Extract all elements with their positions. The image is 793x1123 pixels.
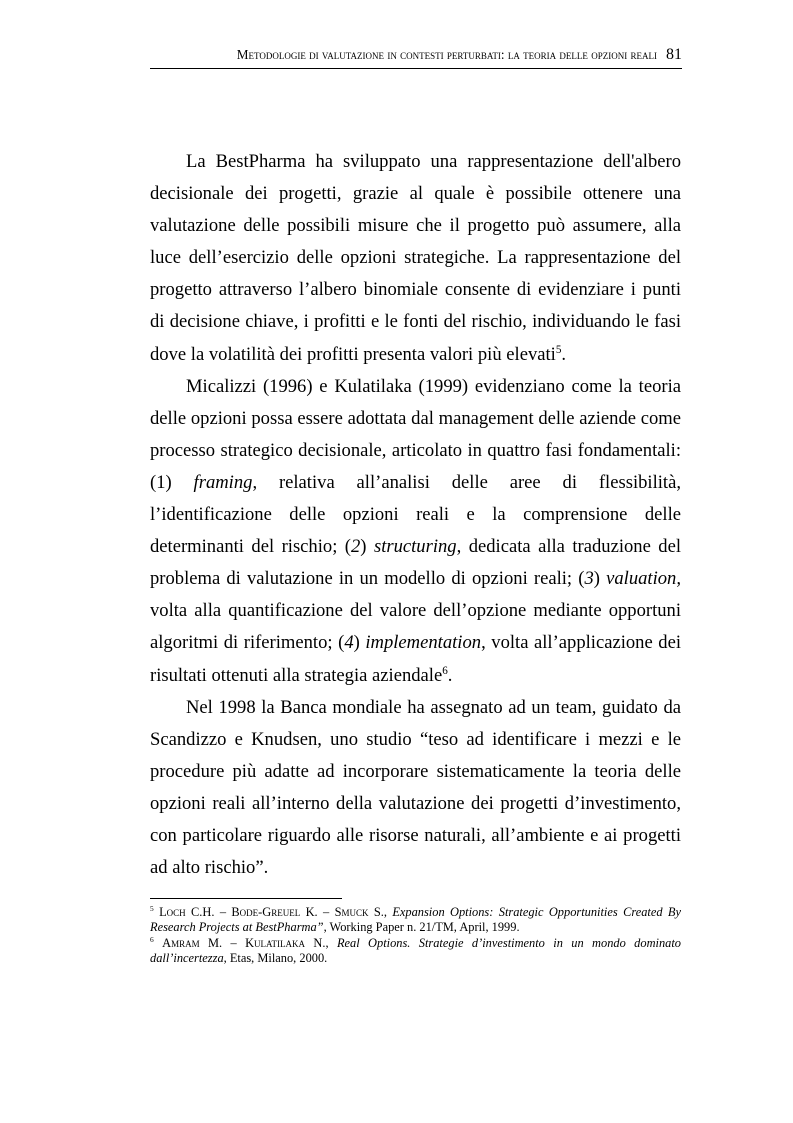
term-valuation: valuation,: [606, 568, 681, 590]
step-number: 4: [344, 632, 354, 654]
footnotes: [150, 905, 681, 967]
step-number: 2: [351, 536, 361, 558]
p2-segment: volta alla quantificazione del valore dell’opzione mediante opportuni algoritmi di riferimento; (: [150, 600, 681, 654]
term-framing: framing: [193, 471, 253, 493]
term-structuring: structuring: [373, 536, 457, 558]
paragraph-3-text: Nel 1998 la Banca mondiale ha assegnato ad un team, guidato da Scandizzo e Knudsen, uno studio “teso ad identificare i mezzi e le procedure più adatte ad incorporare sistematicamente la teoria delle opzioni reali all’interno della valutazione dei progetti d’investimento, con particolare riguardo alle risorse naturali, all’ambiente e ai progetti ad alto rischio”.: [150, 696, 681, 879]
footnote-number: 5: [150, 903, 154, 913]
paragraph-1-text: La BestPharma ha sviluppato una rappresentazione dell'albero decisionale dei progetti, grazie al quale è possibile ottenere una valutazione delle possibili misure che il progetto può assumere, alla luce dell’esercizio delle opzioni strategiche. La rappresentazione del progetto attraverso l’albero binomiale consente di evidenziare i punti di decisione chiave, i profitti e le fonti del rischio, individuando le fasi dove la volatilità dei profitti presenta valori più elevati: [150, 151, 681, 365]
footnote-details: , Etas, Milano, 2000.: [223, 951, 328, 966]
footnote-authors: Loch C.H. – Bode-Greuel K. – Smuck S.,: [159, 905, 387, 919]
paragraph-1-end: .: [561, 343, 567, 365]
p2-segment: , volta all’applicazione dei risultati ottenuti alla strategia aziendale: [150, 632, 682, 686]
footnote-title: Expansion Options: Strategic Opportunities Created By Research Projects at BestPharma”: [150, 905, 681, 935]
footnote-5: [150, 905, 681, 936]
footnote-ref-5: 5: [555, 343, 562, 356]
running-header: [150, 46, 682, 64]
paragraph-3: [150, 692, 681, 885]
p2-segment: , relativa all’analisi delle aree di flessibilità, l’identificazione delle opzioni reali e la comprensione delle determinanti del rischio; (: [150, 471, 681, 558]
p2-segment: ): [593, 568, 607, 590]
footnote-6: [150, 936, 681, 967]
p2-segment: Micalizzi (1996) e Kulatilaka (1999) evidenziano come la teoria delle opzioni possa essere adottata dal management delle aziende come processo strategico decisionale, articolato in quattro fasi fondamentali: (1): [150, 375, 681, 493]
main-body: [150, 146, 681, 884]
footnote-title: Real Options. Strategie d’investimento in un mondo dominato dall’incertezza: [150, 935, 681, 966]
footnote-authors: Amram M. – Kulatilaka N.,: [162, 935, 329, 950]
footnote-ref-6: 6: [442, 664, 448, 677]
p2-segment: ): [353, 632, 366, 654]
p2-segment: , dedicata alla traduzione del problema di valutazione in un modello di opzioni reali; (: [150, 536, 682, 590]
header-title: Metodologie di valutazione in contesti perturbati: la teoria delle opzioni reali: [236, 47, 657, 62]
paragraph-1: [150, 146, 681, 371]
paragraph-2: [150, 371, 681, 692]
footnote-details: , Working Paper n. 21/TM, April, 1999.: [323, 920, 520, 935]
header-rule: [150, 68, 682, 69]
footnote-rule: [150, 898, 342, 899]
paragraph-2-end: .: [447, 664, 453, 686]
p2-segment: ): [360, 536, 374, 558]
step-number: 3: [584, 568, 594, 590]
term-implementation: implementation: [365, 632, 482, 654]
footnote-number: 6: [150, 934, 154, 944]
page-number: 81: [666, 46, 682, 63]
